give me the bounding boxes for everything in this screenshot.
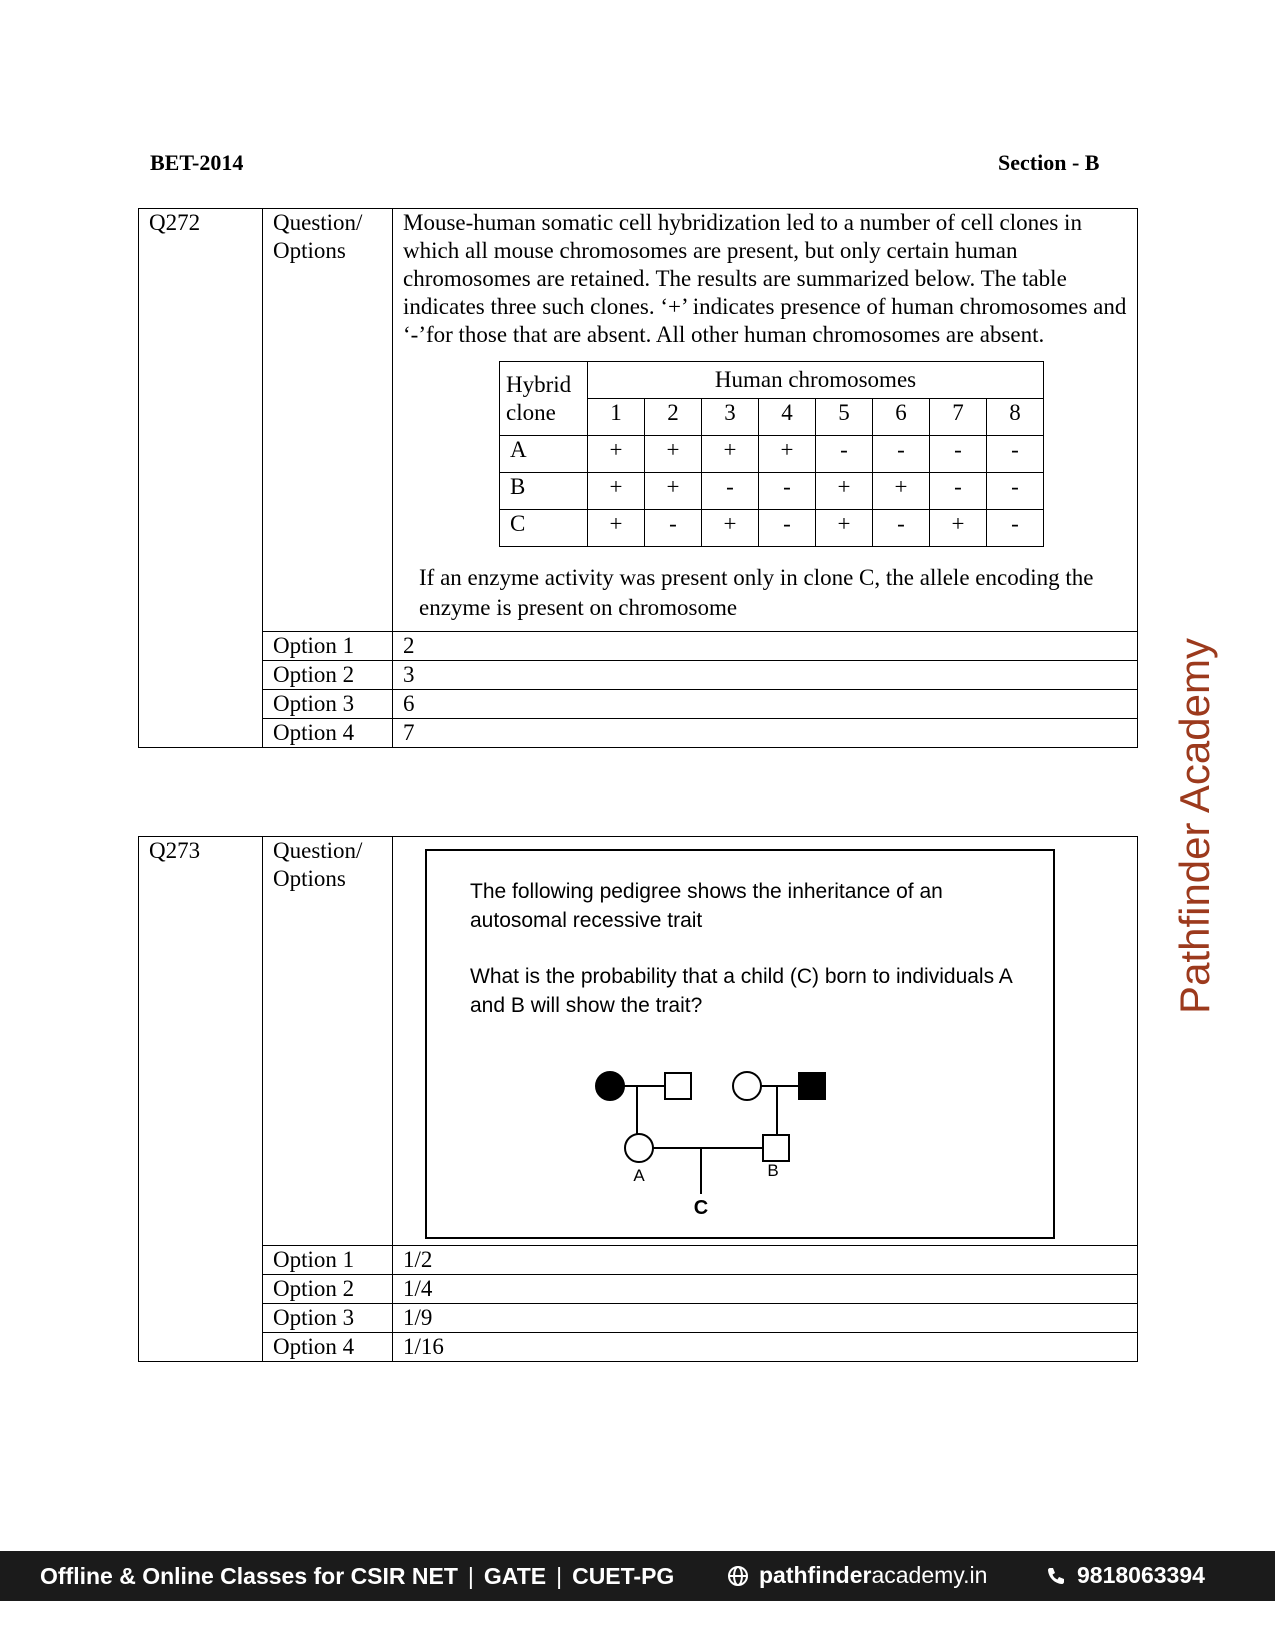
question-body	[393, 837, 1138, 1246]
footer-website[interactable]: pathfinder academy.in	[727, 1562, 987, 1589]
table-cell: +	[588, 436, 645, 473]
question-table-q272	[138, 208, 1138, 748]
table-row	[500, 510, 1044, 547]
option-value[interactable]: 1/2	[393, 1246, 1138, 1275]
clone-label: B	[500, 473, 588, 510]
column-header: 4	[759, 399, 816, 436]
chromosome-table	[499, 361, 1044, 547]
option-row[interactable]	[139, 1246, 1138, 1275]
clone-label: A	[500, 436, 588, 473]
footer-classes: Offline & Online Classes for CSIR NET | GATE | CUET-PG	[40, 1563, 675, 1589]
exam-title: BET-2014	[150, 150, 244, 175]
column-header: 7	[930, 399, 987, 436]
table-cell: +	[930, 510, 987, 547]
question-intro: Mouse-human somatic cell hybridization led to a number of cell clones in which all mouse chromosomes are present, but only certain human chromosomes are retained. The results are summarized below. The table indicates three such clones. ‘+’ indicates presence of human chromosomes and ‘-’for those that are absent. All other human chromosomes are absent.	[403, 210, 1127, 347]
option-row[interactable]	[139, 661, 1138, 690]
option-value[interactable]: 3	[393, 661, 1138, 690]
table-cell: -	[873, 436, 930, 473]
column-header: 5	[816, 399, 873, 436]
option-label: Option 3	[263, 690, 393, 719]
table-cell: +	[588, 510, 645, 547]
table-cell: +	[702, 510, 759, 547]
option-value[interactable]: 7	[393, 719, 1138, 748]
question-table-q273	[138, 836, 1138, 1362]
pedigree-figure	[425, 849, 1055, 1239]
option-row[interactable]	[139, 1275, 1138, 1304]
option-label: Option 1	[263, 1246, 393, 1275]
question-id: Q272	[139, 209, 263, 748]
question-body	[393, 209, 1138, 632]
option-label: Option 2	[263, 661, 393, 690]
individual-a-icon	[625, 1134, 653, 1162]
option-row[interactable]	[139, 632, 1138, 661]
column-header: 2	[645, 399, 702, 436]
table-row	[500, 473, 1044, 510]
column-header: 3	[702, 399, 759, 436]
individual-b-icon	[763, 1135, 789, 1161]
section-title: Section - B	[998, 150, 1100, 175]
label-b: B	[767, 1161, 779, 1180]
option-value[interactable]: 1/16	[393, 1333, 1138, 1362]
group-header: Human chromosomes	[588, 362, 1044, 399]
unaffected-female-icon	[733, 1072, 761, 1100]
option-label: Option 4	[263, 719, 393, 748]
pedigree-question: What is the probability that a child (C) born to individuals A and B will show the trait?	[470, 965, 1012, 1017]
option-row[interactable]	[139, 719, 1138, 748]
table-cell: -	[930, 436, 987, 473]
table-cell: -	[987, 473, 1044, 510]
column-header: 6	[873, 399, 930, 436]
table-cell: -	[873, 510, 930, 547]
affected-male-icon	[799, 1073, 825, 1099]
option-value[interactable]: 6	[393, 690, 1138, 719]
footer-bar	[0, 1551, 1275, 1601]
option-label: Option 4	[263, 1333, 393, 1362]
globe-icon	[727, 1565, 749, 1587]
question-label: Question/ Options	[263, 209, 393, 632]
question-text: If an enzyme activity was present only in clone C, the allele encoding the enzyme is present on chromosome	[419, 565, 1094, 620]
table-cell: -	[987, 436, 1044, 473]
option-label: Option 1	[263, 632, 393, 661]
option-row[interactable]	[139, 690, 1138, 719]
table-cell: +	[816, 510, 873, 547]
watermark: Pathfinder Academy	[1171, 637, 1218, 1014]
table-cell: +	[645, 473, 702, 510]
option-value[interactable]: 1/9	[393, 1304, 1138, 1333]
question-label: Question/ Options	[263, 837, 393, 1246]
table-cell: +	[873, 473, 930, 510]
column-header: 8	[987, 399, 1044, 436]
unaffected-male-icon	[665, 1073, 691, 1099]
clone-label: C	[500, 510, 588, 547]
option-label: Option 2	[263, 1275, 393, 1304]
affected-female-icon	[596, 1072, 624, 1100]
table-cell: +	[759, 436, 816, 473]
table-cell: -	[759, 473, 816, 510]
label-c: C	[693, 1197, 709, 1219]
table-cell: +	[645, 436, 702, 473]
option-label: Option 3	[263, 1304, 393, 1333]
option-row[interactable]	[139, 1333, 1138, 1362]
table-cell: -	[930, 473, 987, 510]
table-row	[500, 436, 1044, 473]
option-row[interactable]	[139, 1304, 1138, 1333]
pedigree-diagram	[427, 851, 1053, 1237]
pedigree-intro: The following pedigree shows the inheritance of an autosomal recessive trait	[470, 880, 943, 932]
option-value[interactable]: 2	[393, 632, 1138, 661]
table-cell: -	[987, 510, 1044, 547]
column-header: 1	[588, 399, 645, 436]
table-cell: -	[702, 473, 759, 510]
phone-icon	[1045, 1565, 1067, 1587]
label-a: A	[633, 1166, 645, 1185]
table-cell: +	[588, 473, 645, 510]
table-cell: -	[759, 510, 816, 547]
footer-phone[interactable]: 9818063394	[1045, 1562, 1205, 1589]
corner-header: Hybrid clone	[500, 362, 588, 436]
table-cell: -	[645, 510, 702, 547]
table-cell: -	[816, 436, 873, 473]
table-cell: +	[702, 436, 759, 473]
question-id: Q273	[139, 837, 263, 1362]
option-value[interactable]: 1/4	[393, 1275, 1138, 1304]
table-cell: +	[816, 473, 873, 510]
